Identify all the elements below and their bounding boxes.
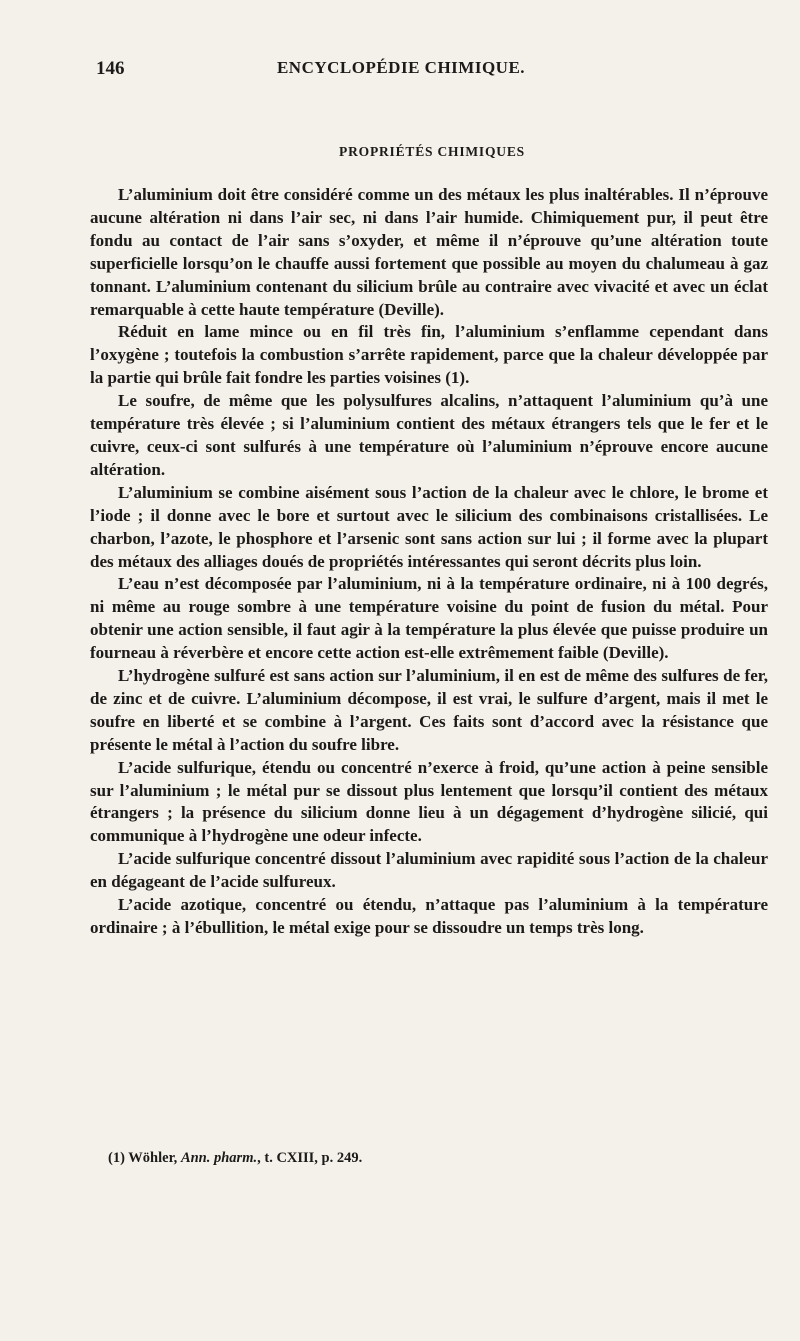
paragraph: L’acide sulfurique concentré dissout l’aluminium avec rapidité sous l’action de la chaleur en dégageant de l’acide sulfureux. — [90, 849, 768, 892]
paragraph: L’acide sulfurique, étendu ou concentré n’exerce à froid, qu’une action à peine sensible sur l’aluminium ; le métal pur se dissout plus lentement que lorsqu’il contient des métaux étrangers ; la présence du silicium donne lieu à un dégagement d’hydrogène silicié, qui communique à l’hydrogène une odeur infecte. — [90, 757, 768, 846]
footnote-marker: (1) — [108, 1150, 125, 1166]
footnote-author: Wöhler, — [128, 1150, 178, 1166]
section-title: PROPRIÉTÉS CHIMIQUES — [339, 144, 525, 159]
footnote-reference: , t. CXIII, p. 249. — [257, 1150, 363, 1166]
paragraph: L’aluminium se combine aisément sous l’action de la chaleur avec le chlore, le brome et l’iode ; il donne avec le bore et surtout avec le silicium des combinaisons cristallisées. Le charbon, l’azote, le phosphore et l’arsenic sont sans action sur lui ; il forme avec la plupart des métaux des alliages doués de propriétés intéressantes qui seront décrits plus loin. — [90, 482, 768, 571]
paragraph: L’aluminium doit être considéré comme un des métaux les plus inaltérables. Il n’éprouve aucune altération ni dans l’air sec, ni dans l’air humide. Chimiquement pur, il peut être fondu au contact de l’air sans s’oxyder, et même il n’éprouve qu’une altération toute superficielle lorsqu’on le chauffe aussi fortement que possible au moyen du chalumeau à gaz tonnant. L’aluminium contenant du silicium brûle au contraire avec vivacité et avec un éclat remarquable à cette haute température (Deville). — [90, 185, 768, 319]
paragraph: Le soufre, de même que les polysulfures alcalins, n’attaquent l’aluminium qu’à une température très élevée ; si l’aluminium contient des métaux étrangers tels que le fer et le cuivre, ceux-ci sont sulfurés à une température où l’aluminium n’éprouve encore aucune altération. — [90, 391, 768, 479]
paragraph: L’hydrogène sulfuré est sans action sur l’aluminium, il en est de même des sulfures de fer, de zinc et de cuivre. L’aluminium décompose, il est vrai, le sulfure d’argent, mais il met le soufre en liberté et se combine à l’argent. Ces faits sont d’accord avec la résistance que présente le métal à l’action du soufre libre. — [90, 666, 768, 754]
running-title: ENCYCLOPÉDIE CHIMIQUE. — [276, 58, 526, 77]
footnote-journal: Ann. pharm. — [180, 1150, 258, 1166]
paragraph: L’eau n’est décomposée par l’aluminium, ni à la température ordinaire, ni à 100 degrés, ni même au rouge sombre à une température voisine du point de fusion du métal. Pour obtenir une action sensible, il faut agir à la température la plus élevée que puisse produire un fourneau à réverbère et encore cette action est-elle extrêmement faible (Deville). — [90, 574, 768, 663]
body-text — [90, 184, 768, 940]
paragraph: Réduit en lame mince ou en fil très fin, l’aluminium s’enflamme cependant dans l’oxygène ; toutefois la combustion s’arrête rapidement, parce que la chaleur développée par la partie qui brûle fait fondre les parties voisines (1). — [90, 322, 768, 388]
page-header — [96, 58, 706, 82]
paragraph: L’acide azotique, concentré ou étendu, n’attaque pas l’aluminium à la température ordinaire ; à l’ébullition, le métal exige pour se dissoudre un temps très long. — [90, 895, 768, 937]
footnote — [108, 1150, 362, 1167]
page-number: 146 — [96, 58, 125, 79]
